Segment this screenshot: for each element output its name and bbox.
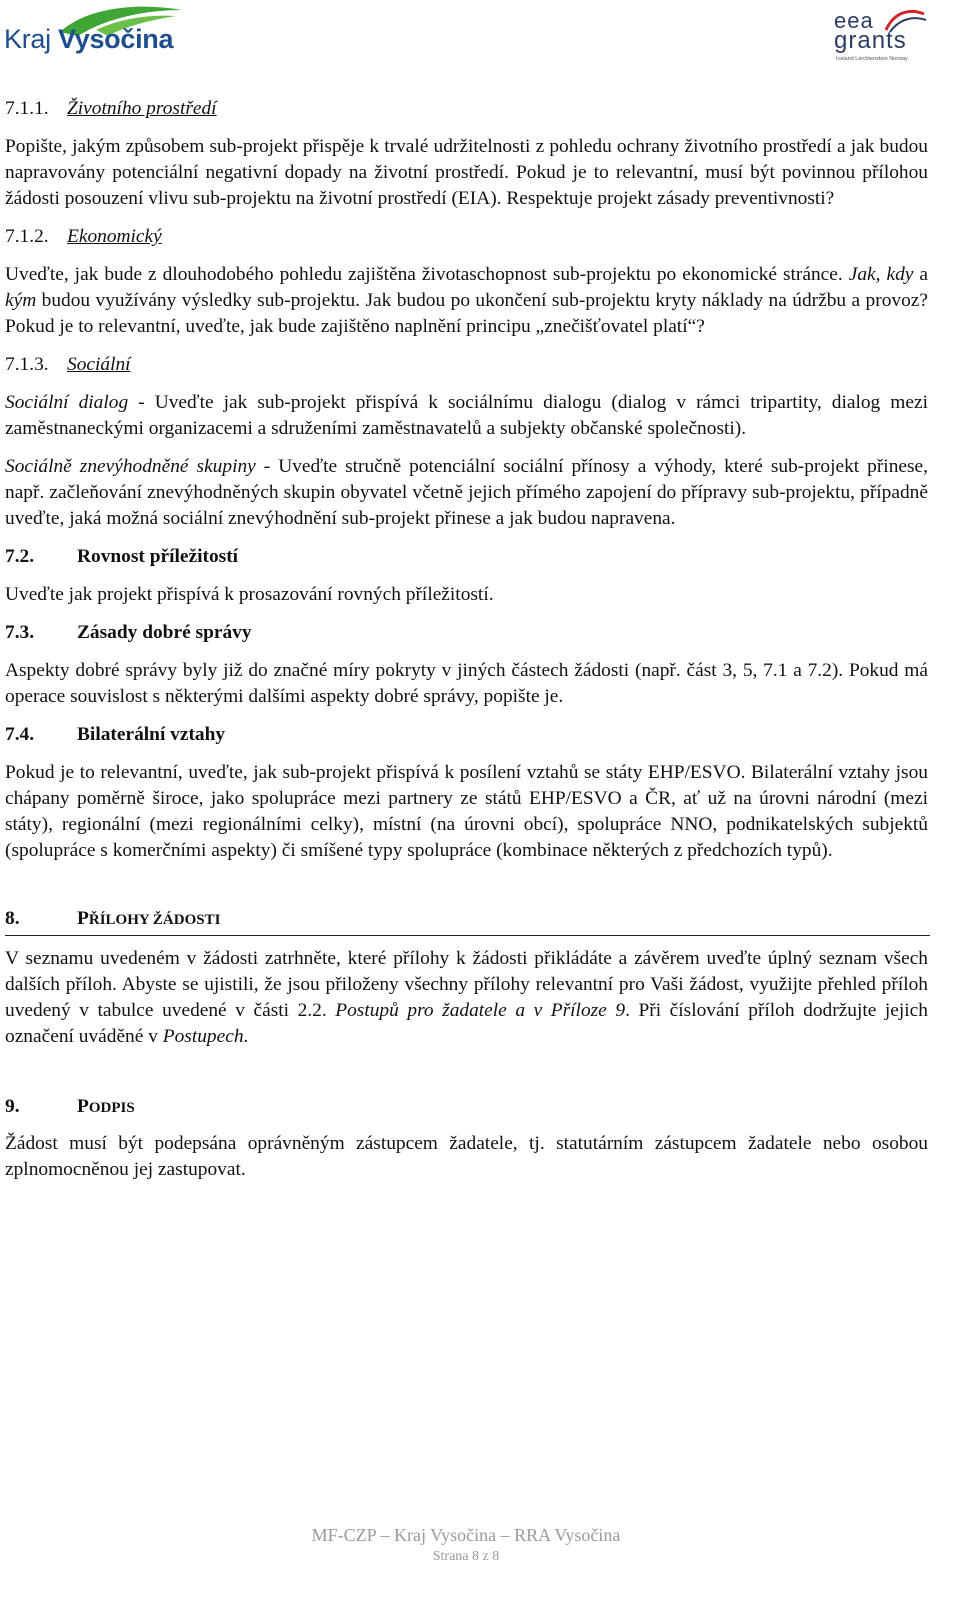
italic-run: Jak, kdy (848, 264, 914, 285)
section-7-4-text: Pokud je to relevantní, uveďte, jak sub-projekt přispívá k posílení vztahů se státy EHP/ESVO. Bilaterální vztahy jsou chápany poměrně široce, jako spolupráce mezi partnery ze států EHP/ESVO a ČR, ať už na úrovni národní (mezi státy), regionální (mezi regionálními celky), místní (na úrovni obcí), spolupráce NNO, podnikatelských subjektů (spolupráce s komerčními aspekty) či smíšené typy spolupráce (kombinace některých z předchozích typů). (5, 762, 928, 861)
section-title: Sociální (67, 354, 131, 375)
italic-run: Sociálně znevýhodněné skupiny (5, 456, 256, 477)
italic-run: Postupech (162, 1026, 244, 1047)
section-title-rest: ODPIS (88, 1100, 135, 1116)
text-run: V seznamu uvedeném v žádosti zatrhněte, které přílohy k žádosti přikládáte a závěrem uveďte úplný seznam všech dalších příloh. Abyste se ujistili, že jsou přiloženy všechny přílohy relevantní pro Vaši žádost, využijte přehled příloh uvedený v tabulce uvedené v části 2.2. (5, 948, 928, 1021)
disadvantaged-groups-paragraph (5, 454, 928, 532)
section-9-text: Žádost musí být podepsána oprávněným zástupcem žadatele, tj. statutárním zástupcem žadatele nebo osobou zplnomocněnou jej zastupovat. (5, 1133, 928, 1180)
document-body (5, 96, 928, 1195)
section-title-initial: P (77, 1096, 89, 1117)
page-header (0, 0, 960, 80)
section-7-1-1-text: Popište, jakým způsobem sub-projekt přispěje k trvalé udržitelnosti z pohledu ochrany životního prostředí a jak budou napravovány potenciální negativní dopady na životní prostředí. Pokud je to relevantní, musí být povinnou přílohou žádosti posouzení vlivu sub-projektu na životní prostředí (EIA). Respektuje projekt zásady preventivnosti? (5, 136, 928, 209)
text-run: . Při číslování příloh dodržujte jejich označení uváděné v (5, 1000, 928, 1047)
section-number: 7.1.1. (5, 98, 49, 119)
section-number: 9. (5, 1096, 20, 1117)
section-7-3-heading (5, 620, 928, 646)
section-number: 7.4. (5, 724, 35, 745)
kraj-vysocina-logo (4, 2, 184, 64)
section-title: Bilaterální vztahy (77, 724, 226, 745)
page-footer (0, 1524, 932, 1568)
section-title: Životního prostředí (67, 98, 217, 119)
section-title: Ekonomický (67, 226, 162, 247)
italic-run: Sociální dialog (5, 392, 129, 413)
text-run: - Uveďte jak sub-projekt přispívá k sociálnímu dialogu (dialog v rámci tripartity, dialog mezi zaměstnaneckými organizacemi a sdruženími zaměstnavatelů a subjekty občanské společnosti). (5, 392, 928, 439)
section-7-1-2-heading (5, 224, 928, 250)
section-7-3-text: Aspekty dobré správy byly již do značné míry pokryty v jiných částech žádosti (např. část 3, 5, 7.1 a 7.2). Pokud má operace souvislost s některými dalšími aspekty dobré správy, popište je. (5, 660, 928, 707)
social-dialog-paragraph (5, 390, 928, 442)
logo-wordmark (4, 24, 173, 55)
italic-run: kým (5, 290, 37, 311)
section-number: 7.3. (5, 622, 35, 643)
section-title: Zásady dobré správy (77, 622, 252, 643)
text-run: . (243, 1026, 249, 1047)
logo-eea-text: eea (834, 8, 874, 33)
section-7-1-1-heading (5, 96, 928, 122)
section-8-heading (5, 906, 930, 936)
footer-line-1: MF-CZP – Kraj Vysočina – RRA Vysočina (311, 1525, 621, 1545)
logo-tagline: Iceland Liechtenstein Norway (836, 56, 908, 62)
text-run: Uveďte, jak bude z dlouhodobého pohledu zajištěna životaschopnost sub-projektu po ekonomické stránce. (5, 264, 849, 285)
section-number: 7.1.2. (5, 226, 49, 247)
section-7-1-2-text (5, 262, 928, 340)
section-9-heading (5, 1094, 930, 1123)
section-title-rest: ŘÍLOHY ŽÁDOSTI (88, 912, 221, 928)
section-number: 7.1.3. (5, 354, 49, 375)
section-number: 7.2. (5, 546, 35, 567)
section-7-2-heading (5, 544, 928, 570)
text-run: budou využívány výsledky sub-projektu. Jak budou po ukončení sub-projektu kryty náklady na údržbu a provoz? Pokud je to relevantní, uveďte, jak bude zajištěno naplnění principu „znečišťovatel platí“? (5, 290, 928, 337)
section-7-4-heading (5, 722, 928, 748)
logo-kraj-text: Kraj (4, 24, 51, 54)
section-8-text (5, 946, 928, 1050)
footer-page-number: Strana 8 z 8 (432, 1549, 500, 1564)
logo-grants-text: grants (834, 27, 907, 54)
section-title-initial: P (77, 908, 89, 929)
eea-grants-logo (834, 6, 932, 68)
section-7-1-3-heading (5, 352, 928, 378)
text-run: a (913, 264, 929, 285)
section-title: Rovnost příležitostí (77, 546, 239, 567)
section-7-2-text: Uveďte jak projekt přispívá k prosazování rovných příležitostí. (5, 584, 494, 605)
text-run: - Uveďte stručně potenciální sociální přínosy a výhody, které sub-projekt přinese, např. začleňování znevýhodněných skupin obyvatel včetně jejich přímého zapojení do přípravy sub-projektu, případně uveďte, jaká možná sociální znevýhodnění sub-projekt přinese a jak budou napravena. (5, 456, 928, 529)
section-number: 8. (5, 908, 20, 929)
italic-run: Postupů pro žadatele a v Příloze 9 (335, 1000, 626, 1021)
logo-vysocina-text: Vysočina (58, 24, 174, 54)
